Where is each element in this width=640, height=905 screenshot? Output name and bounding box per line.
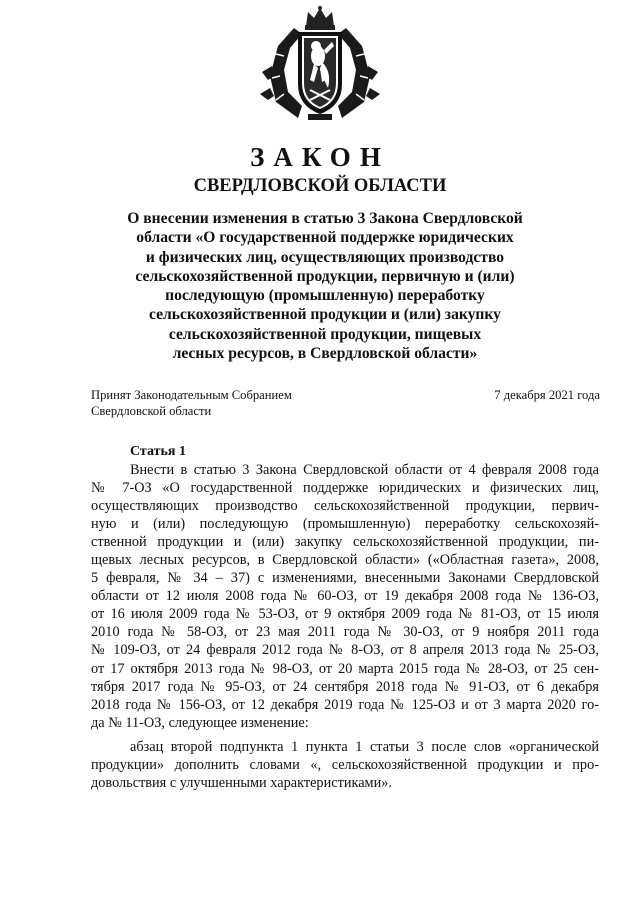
coat-of-arms-emblem bbox=[258, 6, 382, 124]
adoption-date: 7 декабря 2021 года bbox=[494, 388, 600, 402]
paragraph-line: Внести в статью 3 Закона Свердловской области от 4 февраля 2008 года bbox=[130, 462, 599, 478]
adoption-line: Принят Законодательным Собранием bbox=[91, 388, 292, 402]
paragraph-line: области от 12 июля 2008 года № 60-ОЗ, от 19 декабря 2008 года № 136-ОЗ, bbox=[91, 588, 599, 605]
law-title: ЗАКОН bbox=[250, 142, 390, 172]
crown-icon bbox=[305, 6, 335, 30]
paragraph-line: 2010 года № 58-ОЗ, от 23 мая 2011 года № 30-ОЗ, от 9 ноября 2011 года bbox=[91, 624, 599, 641]
subject-line: последующую (промышленную) переработку bbox=[165, 287, 485, 305]
paragraph-line: продукции» дополнить словами «, сельскохозяйственной продукции и про- bbox=[91, 757, 599, 774]
article-heading: Статья 1 bbox=[130, 444, 186, 459]
paragraph-line: абзац второй подпункта 1 пункта 1 статьи 3 после слов «органической bbox=[130, 739, 599, 755]
paragraph-line: от 17 октября 2013 года № 98-ОЗ, от 20 марта 2015 года № 28-ОЗ, от 25 сен- bbox=[91, 660, 599, 677]
article-paragraph-1 bbox=[91, 461, 599, 732]
paragraph-line: от 16 июля 2009 года № 53-ОЗ, от 9 октября 2009 года № 81-ОЗ, от 15 июля bbox=[91, 606, 599, 623]
paragraph-line: щевых лесных ресурсов, в Свердловской области» («Областная газета», 2008, bbox=[91, 552, 599, 569]
paragraph-line: 5 февраля, № 34 – 37) с изменениями, внесенными Законами Свердловской bbox=[91, 570, 599, 587]
subject-line: лесных ресурсов, в Свердловской области» bbox=[172, 345, 478, 363]
subject-line: сельскохозяйственной продукции, первичную и (или) bbox=[135, 267, 515, 285]
paragraph-line: осуществляющих производство сельскохозяйственной продукции, первич- bbox=[91, 498, 599, 515]
emblem-base bbox=[308, 114, 332, 120]
law-subject bbox=[90, 209, 560, 363]
paragraph-line: довольствия с улучшенными характеристиками». bbox=[91, 775, 392, 792]
paragraph-line: 2018 года № 156-ОЗ, от 12 декабря 2019 года № 125-ОЗ и от 3 марта 2020 го- bbox=[91, 696, 599, 713]
adoption-body bbox=[91, 387, 292, 419]
adoption-line: Свердловской области bbox=[91, 404, 212, 418]
paragraph-line: ную и (или) последующую (промышленную) переработку сельскохозяй- bbox=[91, 516, 599, 533]
paragraph-line: № 109-ОЗ, от 24 февраля 2012 года № 8-ОЗ, от 8 апреля 2013 года № 25-ОЗ, bbox=[91, 642, 599, 659]
subject-line: О внесении изменения в статью 3 Закона Свердловской bbox=[127, 210, 523, 227]
subject-line: сельскохозяйственной продукции, пищевых bbox=[168, 325, 482, 343]
paragraph-line: да № 11-ОЗ, следующее изменение: bbox=[91, 714, 309, 731]
left-banner-icon bbox=[260, 28, 302, 118]
subject-line: сельскохозяйственной продукции и (или) закупку bbox=[149, 306, 501, 324]
article-paragraph-2 bbox=[91, 738, 599, 792]
subject-line: и физических лиц, осуществляющих производство bbox=[145, 248, 505, 266]
paragraph-line: ственной продукции и (или) закупку сельскохозяйственной продукции, пи- bbox=[91, 534, 599, 551]
law-region: СВЕРДЛОВСКОЙ ОБЛАСТИ bbox=[193, 176, 447, 196]
paragraph-line: тября 2017 года № 95-ОЗ, от 24 сентября 2018 года № 91-ОЗ, от 6 декабря bbox=[91, 678, 599, 695]
paragraph-line: № 7-ОЗ «О государственной поддержке юридических и физических лиц, bbox=[91, 480, 599, 497]
subject-line: области «О государственной поддержке юридических bbox=[136, 229, 514, 247]
right-banner-icon bbox=[338, 28, 380, 118]
